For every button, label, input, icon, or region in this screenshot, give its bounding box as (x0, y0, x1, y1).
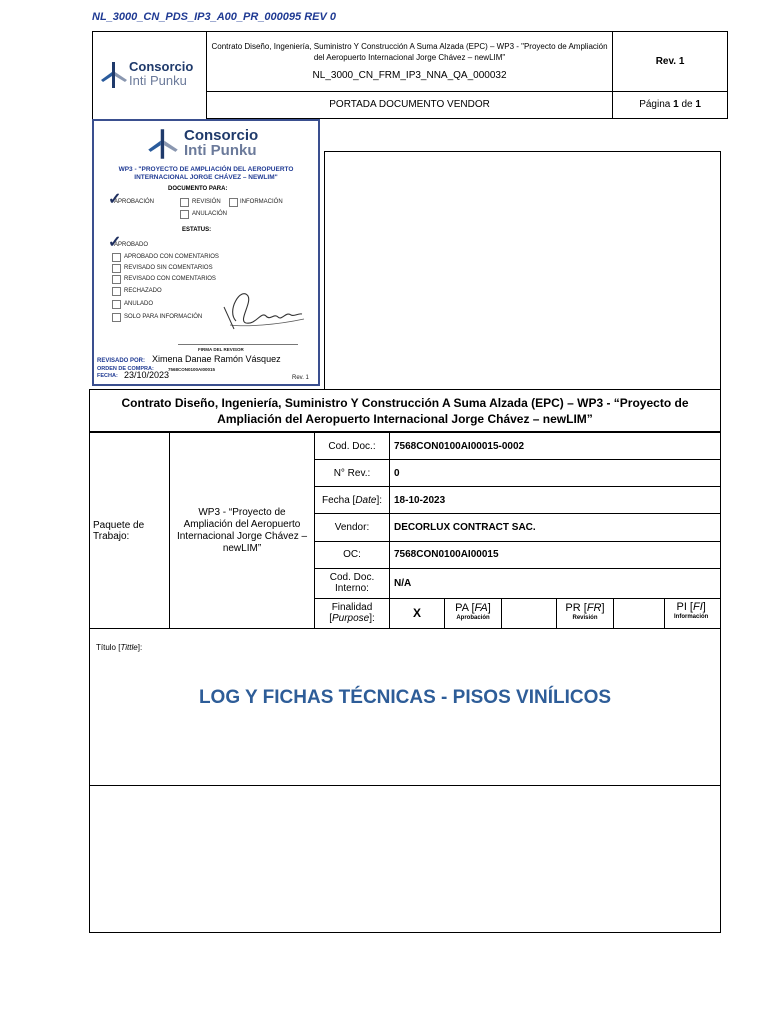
pi-italic: FI (693, 601, 703, 614)
cod-int-value: N/A (390, 568, 722, 598)
stamp-fecha-label: FECHA: (97, 373, 118, 379)
contract-title: Contrato Diseño, Ingeniería, Suministro Y Construcción A Suma Alzada (EPC) – WP3 - “Proyecto de Ampliación del Aeropuerto Internacional Jorge Chávez – newLIM” (90, 390, 720, 432)
stamp-project-title: WP3 - "PROYECTO DE AMPLIACIÓN DEL AEROPUERTO INTERNACIONAL JORGE CHÁVEZ – NEWLIM" (118, 166, 294, 181)
stamp-documento-para: DOCUMENTO PARA: (168, 186, 228, 192)
pa-prefix: PA [ (455, 602, 475, 615)
pr-sub: Revisión (572, 615, 598, 622)
finalidad-label (315, 598, 390, 628)
stamp-logo-icon (146, 127, 180, 161)
status-option: RECHAZADO (124, 288, 162, 294)
status-checkbox (112, 300, 121, 309)
page-prefix: Página (639, 99, 674, 111)
title-label (96, 643, 142, 652)
pa-sub: Aprobación (456, 615, 490, 622)
status-checkbox (112, 264, 121, 273)
consorcio-logo (97, 55, 202, 95)
signature-line (178, 344, 298, 345)
purpose-text: [Purpose]: (329, 613, 375, 625)
vendor-label: Vendor: (315, 514, 390, 541)
consorcio-logo-icon (99, 60, 129, 90)
vendor-value: DECORLUX CONTRACT SAC. (390, 514, 722, 541)
stamp-estatus: ESTATUS: (182, 227, 212, 233)
fecha-label-post: ]: (376, 494, 383, 506)
pr-close: ] (601, 602, 605, 615)
aprobado-check-icon: ✓ (108, 234, 122, 251)
status-checkbox (112, 287, 121, 296)
status-option: REVISADO SIN COMENTARIOS (124, 265, 213, 271)
fecha-value: 18-10-2023 (390, 487, 722, 514)
logo-text-line1: Consorcio (129, 59, 194, 75)
blank-area-top (324, 151, 721, 390)
stamp-firma-label: FIRMA DEL REVISOR (198, 347, 244, 352)
stamp-reviewer-name: Ximena Danae Ramón Vásquez (152, 354, 281, 364)
header-contract-text: Contrato Diseño, Ingeniería, Suministro Y Construcción A Suma Alzada (EPC) – WP3 - "Proyecto de Ampliación del Aeropuerto Internacional Jorge Chávez – newLIM" (211, 42, 608, 63)
stamp-revision: REVISIÓN (192, 199, 221, 205)
pi-close: ] (702, 601, 706, 614)
stamp-rev: Rev. 1 (292, 375, 309, 381)
cod-doc-value: 7568CON0100AI00015-0002 (390, 433, 722, 460)
pa-italic: FA (474, 602, 488, 615)
stamp-revisado-por-label: REVISADO POR: (97, 358, 146, 364)
title-label-pre: Título [ (96, 643, 121, 652)
aprobacion-check-icon: ✓ (108, 191, 122, 208)
finalidad-pi-wrap (618, 602, 717, 624)
paquete-value: WP3 - “Proyecto de Ampliación del Aeropuerto Internacional Jorge Chávez – newLIM” (170, 433, 315, 629)
logo-text-line2: Inti Punku (129, 73, 187, 89)
nrev-value: 0 (390, 460, 722, 487)
status-option: ANULADO (124, 301, 154, 307)
fecha-label-italic: Date (355, 494, 377, 506)
pi-code (674, 602, 708, 612)
finalidad-pi-cell (614, 598, 722, 628)
form-code: NL_3000_CN_FRM_IP3_NNA_QA_000032 (312, 70, 507, 82)
title-label-italic: Tittle (120, 643, 138, 652)
pi-sub: Información (674, 614, 709, 621)
status-option: APROBADO (114, 242, 149, 248)
header-rev: Rev. 1 (613, 32, 728, 92)
pr-italic: FR (586, 602, 602, 615)
anulacion-checkbox (180, 210, 189, 219)
cover-title: PORTADA DOCUMENTO VENDOR (206, 91, 612, 118)
pa-code (449, 603, 497, 613)
revision-checkbox (180, 198, 189, 207)
title-label-post: ]: (137, 643, 143, 652)
finalidad-x-mark: X (390, 598, 445, 628)
finalidad-pa-box (502, 598, 557, 628)
header-contract-cell (206, 32, 612, 92)
stamp-informacion: INFORMACIÓN (240, 199, 283, 205)
pr-code (561, 603, 609, 613)
finalidad-text: Finalidad (331, 602, 373, 614)
main-info-block (89, 389, 721, 933)
header-table (92, 31, 728, 119)
document-title: LOG Y FICHAS TÉCNICAS - PISOS VINÍLICOS (198, 687, 612, 708)
finalidad-pa (445, 598, 502, 628)
finalidad-pr (557, 598, 614, 628)
status-checkbox (112, 275, 121, 284)
pi-prefix: PI [ (676, 601, 693, 614)
page-number: 1 (673, 99, 679, 111)
title-section (90, 628, 720, 786)
status-checkbox (112, 313, 121, 322)
signature-icon (216, 281, 306, 333)
cod-int-label: Cod. Doc. Interno: (315, 568, 390, 598)
stamp-anulacion: ANULACIÓN (192, 211, 228, 217)
page-mid: de (678, 99, 696, 111)
page-total: 1 (695, 99, 701, 111)
status-option: REVISADO CON COMENTARIOS (124, 276, 216, 282)
status-option: APROBADO CON COMENTARIOS (124, 254, 219, 260)
status-checkbox (112, 253, 121, 262)
paquete-label: Paquete de Trabajo: (89, 433, 170, 629)
stamp-orden-label: ORDEN DE COMPRA: (97, 366, 154, 372)
info-table (89, 432, 721, 629)
finalidad-pr-box (618, 598, 665, 628)
oc-label: OC: (315, 541, 390, 568)
purpose-italic: Purpose (331, 613, 370, 625)
cod-doc-label: Cod. Doc.: (315, 433, 390, 460)
page-indicator (613, 91, 728, 118)
stamp-aprobacion: APROBACIÓN (114, 199, 155, 205)
finalidad-pi (674, 602, 708, 622)
nrev-label: N° Rev.: (315, 460, 390, 487)
oc-value: 7568CON0100AI00015 (390, 541, 722, 568)
approval-stamp (92, 119, 320, 386)
informacion-checkbox (229, 198, 238, 207)
stamp-fecha: 23/10/2023 (124, 370, 170, 380)
fecha-label-pre: Fecha [ (321, 494, 356, 506)
header-logo-cell (93, 32, 207, 119)
fecha-label (315, 487, 390, 514)
pr-prefix: PR [ (565, 602, 587, 615)
status-option: SOLO PARA INFORMACIÓN (124, 314, 203, 320)
document-code: NL_3000_CN_PDS_IP3_A00_PR_000095 REV 0 (92, 11, 336, 23)
stamp-logo-line2: Inti Punku (184, 142, 257, 159)
stamp-orden: 7568CON0100AI00015 (168, 367, 216, 372)
pa-close: ] (487, 602, 491, 615)
stamp-logo-line1: Consorcio (184, 127, 259, 144)
